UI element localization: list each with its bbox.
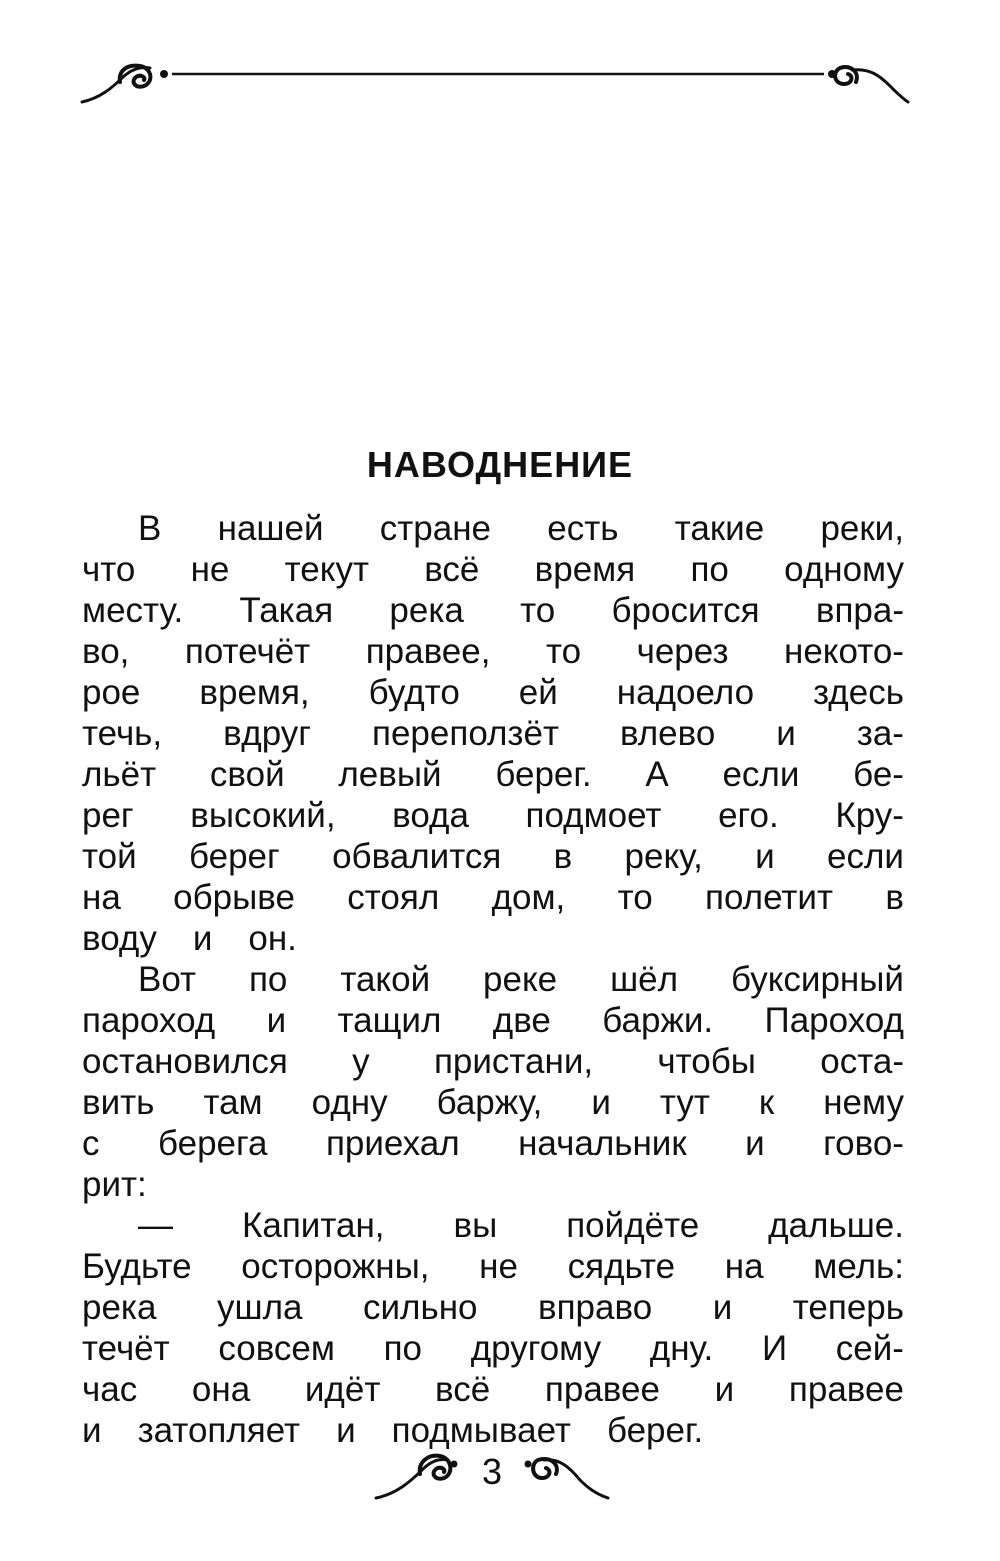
word: дальше. [768, 1206, 904, 1245]
word: высокий, [190, 796, 336, 835]
word: воду [82, 919, 157, 958]
word: Кру- [835, 796, 904, 835]
word: в [553, 837, 573, 876]
word: мель: [813, 1247, 904, 1286]
text-line [82, 1246, 904, 1287]
word: вы [453, 1206, 498, 1245]
word: дну. [649, 1329, 714, 1368]
word: река [389, 591, 464, 630]
word: Капитан, [241, 1206, 385, 1245]
word: вода [392, 796, 469, 835]
word: пароход [82, 1001, 216, 1040]
page-title: НАВОДНЕНИЕ [366, 444, 634, 485]
word: свой [209, 755, 285, 794]
word: затопляет [137, 1411, 301, 1450]
word: другому [470, 1329, 602, 1368]
word: начальник [518, 1124, 687, 1163]
word: рит: [82, 1165, 147, 1204]
word: берега [157, 1124, 268, 1163]
word: и [591, 1083, 611, 1122]
word: Пароход [764, 1001, 904, 1040]
word: через [636, 632, 729, 671]
word: и [776, 714, 796, 753]
word: совсем [218, 1329, 335, 1368]
word: стране [379, 509, 492, 548]
word: надоело [616, 673, 755, 712]
word: по [248, 960, 288, 999]
word: час [82, 1370, 138, 1409]
word: переползёт [372, 714, 559, 753]
word: обрыве [173, 878, 295, 917]
word: обвалится [332, 837, 502, 876]
word: течёт [82, 1329, 170, 1368]
word: правее, [365, 632, 491, 671]
word: осторожны, [241, 1247, 430, 1286]
word: чтобы [657, 1042, 756, 1081]
word: пойдёте [566, 1206, 700, 1245]
word: теперь [792, 1288, 904, 1327]
word: две [492, 1001, 551, 1040]
word: Вот [138, 960, 197, 999]
text-line [82, 549, 904, 590]
word: бе- [853, 755, 904, 794]
word: и [192, 919, 213, 958]
word: берег [188, 837, 280, 876]
word: — [138, 1206, 173, 1245]
word: и [82, 1411, 102, 1450]
word: одному [784, 550, 904, 589]
text-line [82, 1082, 904, 1123]
word: с [82, 1124, 100, 1163]
word: есть [547, 509, 619, 548]
word: не [479, 1247, 518, 1286]
text-line [82, 795, 904, 836]
word: дом, [491, 878, 566, 917]
word: льёт [82, 755, 157, 794]
word: время [534, 550, 636, 589]
word: полетит [705, 878, 834, 917]
word: остановился [82, 1042, 288, 1081]
word: не [190, 550, 230, 589]
word: на [724, 1247, 764, 1286]
text-line [82, 631, 904, 672]
text-line [82, 959, 904, 1000]
word: правее [544, 1370, 660, 1409]
word: В [138, 509, 162, 548]
word: по [383, 1329, 423, 1368]
word: нему [823, 1083, 904, 1122]
first-word [82, 959, 196, 1000]
text-line [82, 754, 904, 795]
word: у [352, 1042, 370, 1081]
word: ушла [217, 1288, 303, 1327]
text-line [82, 918, 904, 959]
word: и [755, 837, 775, 876]
word: что [82, 550, 136, 589]
word: к [758, 1083, 775, 1122]
word: баржу, [436, 1083, 543, 1122]
word: Будьте [82, 1247, 192, 1286]
word: реку, [624, 837, 703, 876]
word: за- [856, 714, 904, 753]
word: если [722, 755, 800, 794]
word: некото- [784, 632, 904, 671]
word: текут [284, 550, 369, 589]
word: сядьте [567, 1247, 676, 1286]
word: то [617, 878, 653, 917]
word: буксирный [730, 960, 904, 999]
word: баржи. [602, 1001, 714, 1040]
page-number: 3 [481, 1451, 503, 1492]
word: вить [82, 1083, 155, 1122]
word: подмывает [391, 1411, 571, 1450]
word: ей [518, 673, 558, 712]
text-line [82, 1205, 904, 1246]
text-line [82, 877, 904, 918]
word: гово- [823, 1124, 904, 1163]
text-line [82, 713, 904, 754]
word: приехал [325, 1124, 460, 1163]
word: там [203, 1083, 263, 1122]
text-line [82, 1123, 904, 1164]
word: всё [435, 1370, 491, 1409]
text-line [82, 1164, 904, 1205]
word: то [520, 591, 556, 630]
word: вдруг [223, 714, 312, 753]
word: А [645, 755, 669, 794]
word: идёт [304, 1370, 381, 1409]
word: и [712, 1288, 733, 1327]
word: на [82, 878, 121, 917]
word: его. [718, 796, 779, 835]
text-line [82, 672, 904, 713]
word: Такая [239, 591, 334, 630]
first-word [82, 1205, 173, 1246]
word: такой [340, 960, 431, 999]
word: во, [82, 632, 130, 671]
word: И [761, 1329, 788, 1368]
word: месту. [82, 591, 184, 630]
word: и [714, 1370, 735, 1409]
word: сей- [835, 1329, 904, 1368]
text-line [82, 1000, 904, 1041]
word: вправо [538, 1288, 653, 1327]
word: одну [311, 1083, 388, 1122]
word: если [827, 837, 904, 876]
word: впра- [815, 591, 904, 630]
word: левый [338, 755, 442, 794]
top-ornament-divider [80, 58, 910, 106]
text-line [82, 1041, 904, 1082]
first-word [82, 508, 161, 549]
word: будто [368, 673, 460, 712]
word: он. [248, 919, 297, 958]
word: реки, [820, 509, 904, 548]
word: и [336, 1411, 356, 1450]
word: сильно [362, 1288, 478, 1327]
text-line [82, 836, 904, 877]
word: то [545, 632, 582, 671]
word: рег [82, 796, 134, 835]
word: и [266, 1001, 287, 1040]
word: бросится [611, 591, 760, 630]
word: подмоет [525, 796, 662, 835]
word: потечёт [184, 632, 311, 671]
word: время, [199, 673, 310, 712]
word: тащил [337, 1001, 442, 1040]
word: в [885, 878, 904, 917]
word: нашей [217, 509, 324, 548]
word: тут [659, 1083, 710, 1122]
story-text [82, 508, 904, 1451]
word: оста- [820, 1042, 904, 1081]
word: течь, [82, 714, 163, 753]
word: стоял [347, 878, 440, 917]
word: берег. [495, 755, 592, 794]
text-line [82, 1328, 904, 1369]
text-line [82, 508, 904, 549]
word: по [690, 550, 729, 589]
word: влево [619, 714, 716, 753]
word: и [745, 1124, 765, 1163]
text-line [82, 1287, 904, 1328]
text-line [82, 1369, 904, 1410]
word: река [82, 1288, 157, 1327]
word: пристани, [433, 1042, 594, 1081]
word: всё [424, 550, 480, 589]
text-line [82, 590, 904, 631]
word: она [191, 1370, 251, 1409]
word: здесь [813, 673, 904, 712]
word: правее [788, 1370, 904, 1409]
word: той [82, 837, 137, 876]
word: берег. [606, 1411, 704, 1450]
word: реке [483, 960, 558, 999]
word: шёл [610, 960, 679, 999]
word: рое [82, 673, 141, 712]
word: такие [674, 509, 765, 548]
